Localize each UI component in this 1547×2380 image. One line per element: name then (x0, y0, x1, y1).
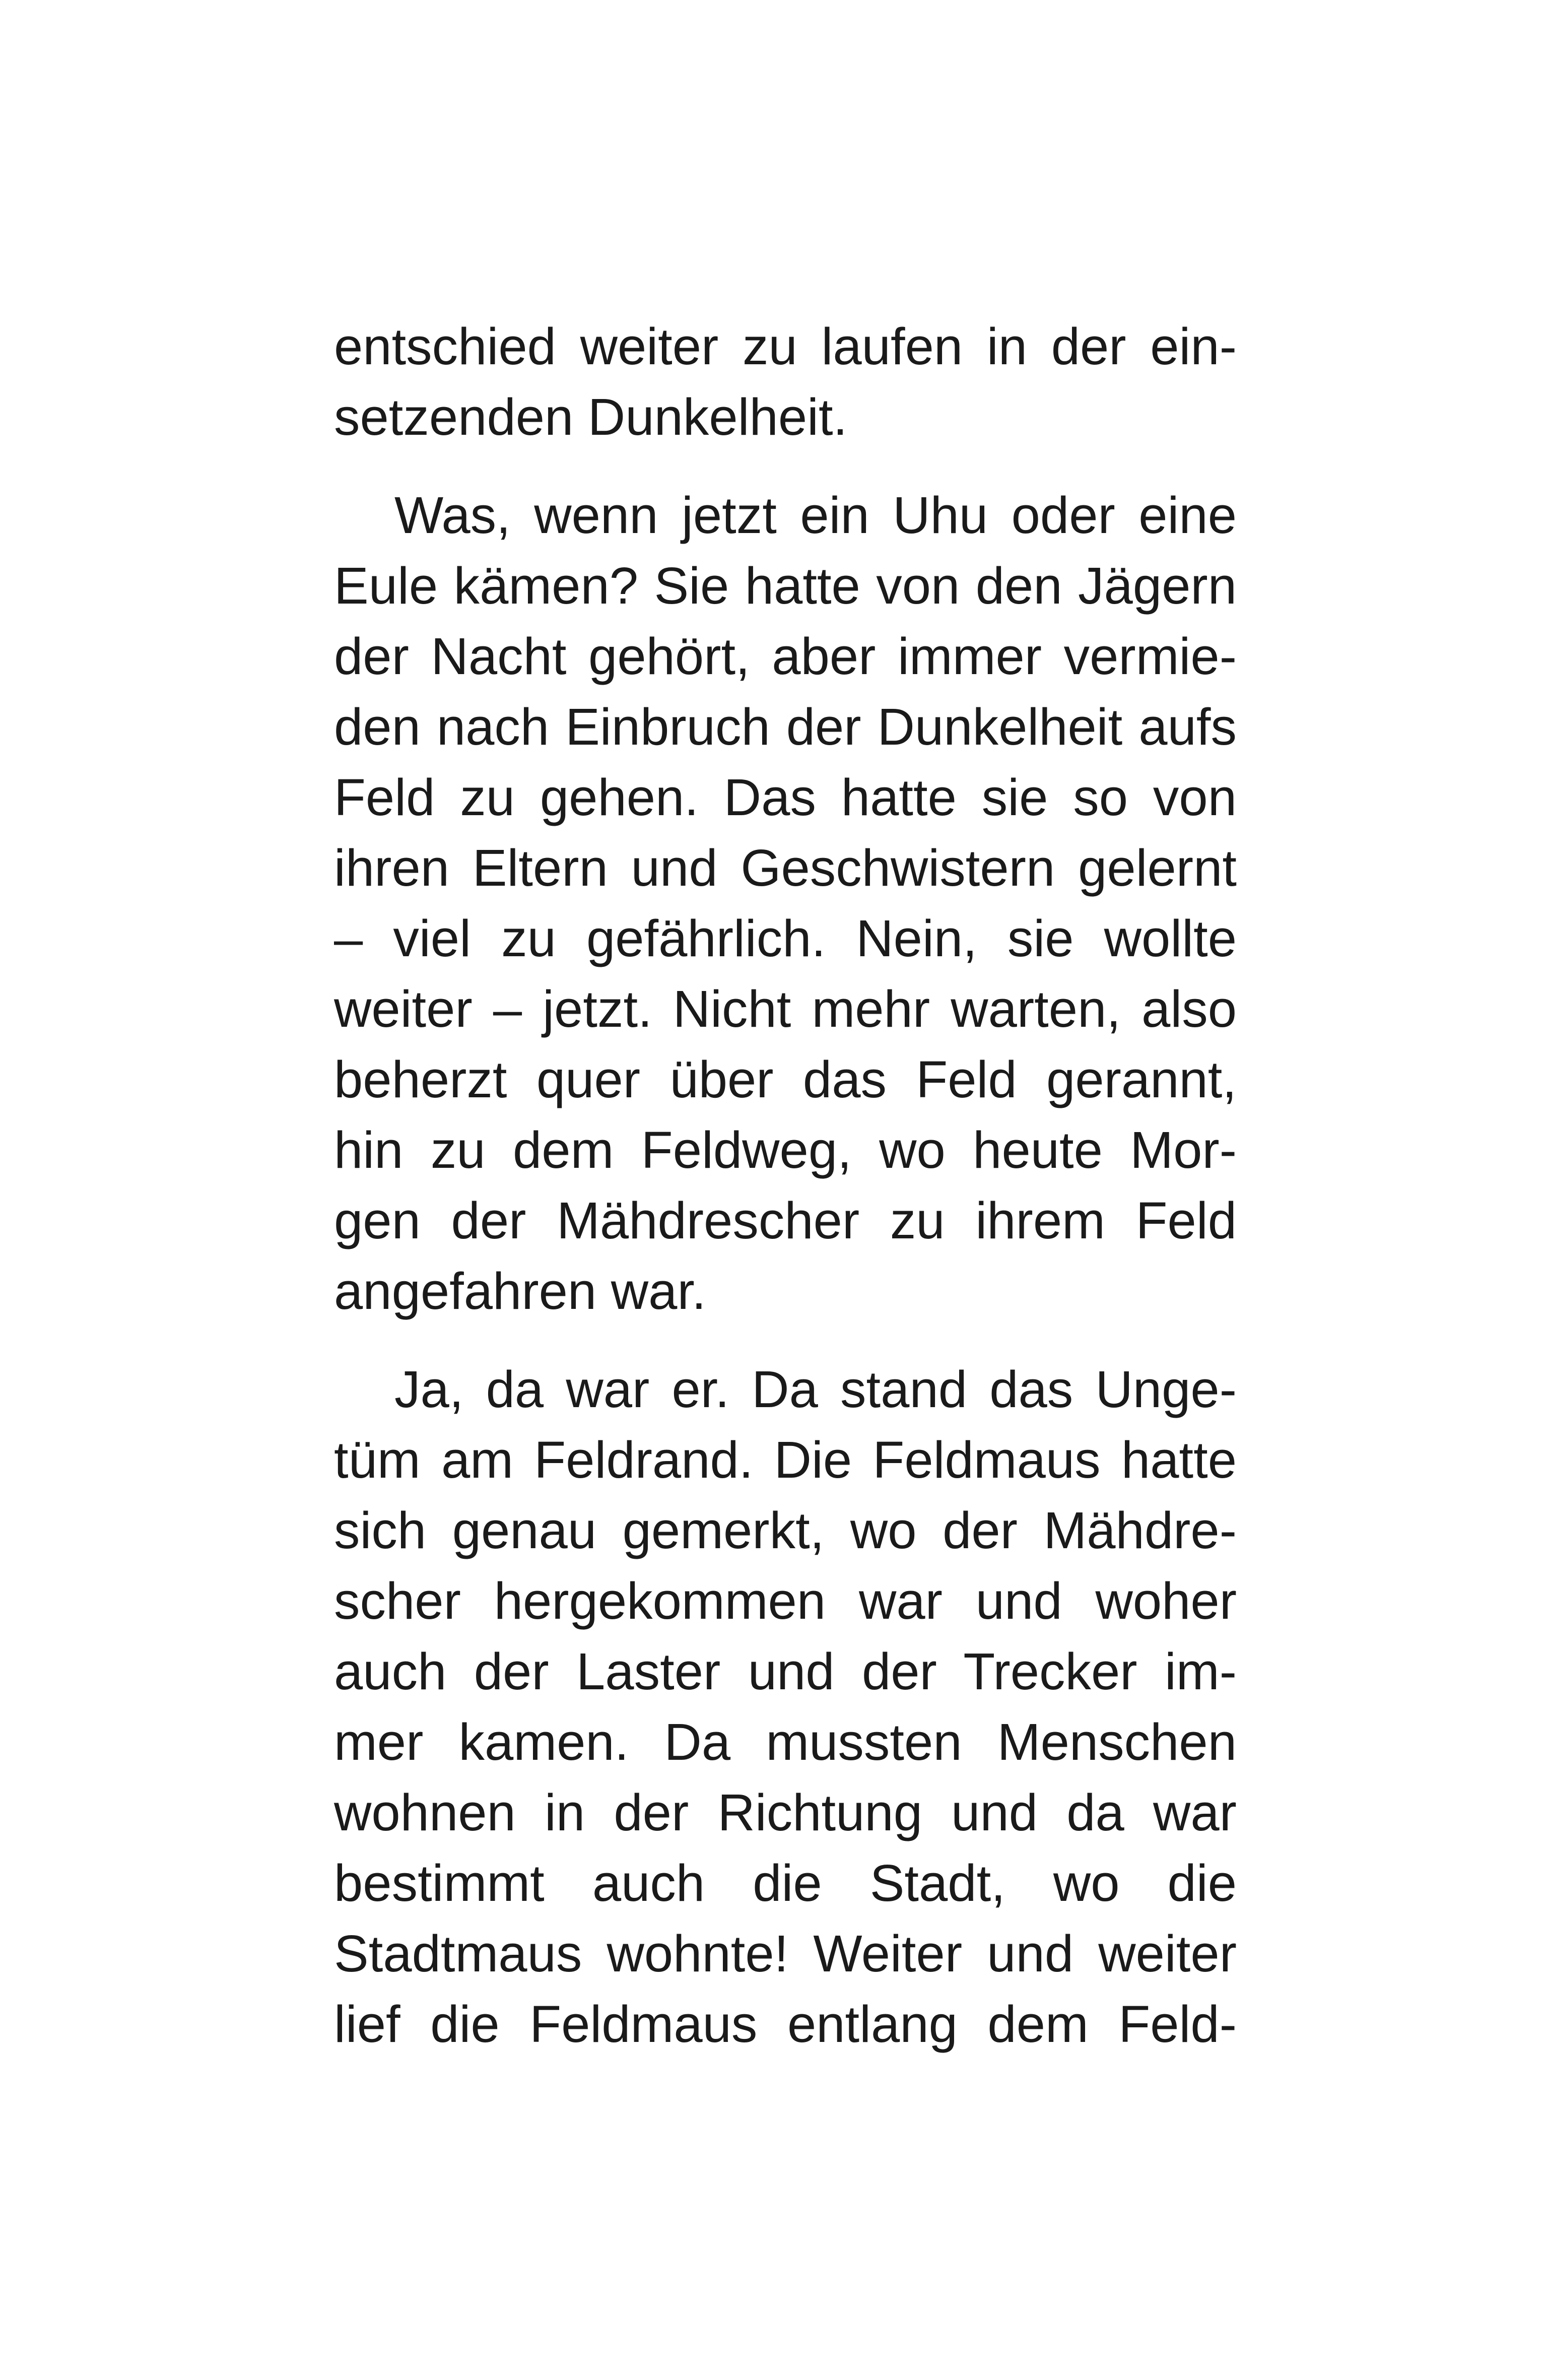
text-line: wohnen in der Richtung und da war (334, 1783, 1237, 1841)
text-line: beherzt quer über das Feld gerannt, (334, 1050, 1237, 1108)
text-line: entschied weiter zu laufen in der ein- (334, 317, 1237, 375)
text-line: scher hergekommen war und woher (334, 1572, 1237, 1630)
paragraph-2 (334, 480, 1237, 1327)
text-line: – viel zu gefährlich. Nein, sie wollte (334, 909, 1237, 967)
text-line: ihren Eltern und Geschwistern gelernt (334, 839, 1237, 897)
text-line: tüm am Feldrand. Die Feldmaus hatte (334, 1431, 1237, 1489)
text-line: angefahren war. (334, 1262, 706, 1320)
text-line: Feld zu gehen. Das hatte sie so von (334, 768, 1237, 826)
text-line: setzenden Dunkelheit. (334, 388, 848, 446)
text-line: hin zu dem Feldweg, wo heute Mor- (334, 1121, 1237, 1179)
text-line: bestimmt auch die Stadt, wo die (334, 1854, 1237, 1912)
text-line: lief die Feldmaus entlang dem Feld- (334, 1995, 1237, 2053)
text-line: auch der Laster und der Trecker im- (334, 1642, 1237, 1700)
text-line: weiter – jetzt. Nicht mehr warten, also (334, 980, 1237, 1038)
text-line: mer kamen. Da mussten Menschen (334, 1713, 1237, 1771)
text-line: der Nacht gehört, aber immer vermie- (334, 627, 1237, 685)
text-line: Stadtmaus wohnte! Weiter und weiter (334, 1925, 1237, 1982)
paragraph-3 (334, 1354, 1237, 2060)
text-line: gen der Mähdrescher zu ihrem Feld (334, 1192, 1237, 1249)
text-line: Was, wenn jetzt ein Uhu oder eine (394, 486, 1237, 544)
text-line: Eule kämen? Sie hatte von den Jägern (334, 557, 1237, 615)
text-line: sich genau gemerkt, wo der Mähdre- (334, 1501, 1237, 1559)
text-line: den nach Einbruch der Dunkelheit aufs (334, 698, 1237, 756)
body-text (334, 311, 1237, 2060)
paragraph-1 (334, 311, 1237, 452)
text-line: Ja, da war er. Da stand das Unge- (394, 1360, 1237, 1418)
